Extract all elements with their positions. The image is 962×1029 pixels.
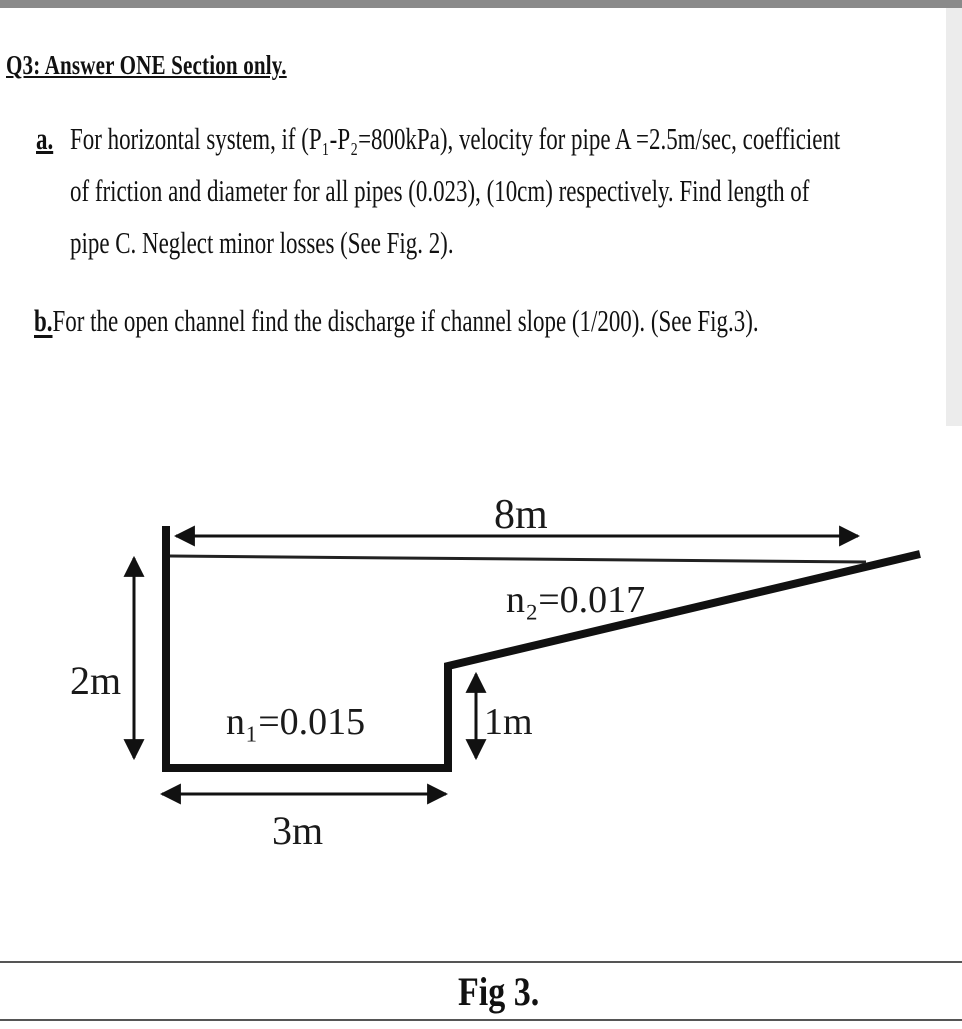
figure-caption: Fig 3. [458, 969, 540, 1014]
top-width-label: 8m [494, 492, 548, 538]
left-depth-label: 2m [70, 658, 122, 703]
caption-divider-bottom [0, 1019, 962, 1021]
window-top-bar [0, 0, 962, 8]
channel-diagram [0, 430, 962, 1024]
water-surface-line [170, 556, 866, 562]
question-title: Q3: Answer ONE Section only. [6, 50, 287, 80]
part-a-line-2: of friction and diameter for all pipes (0.023), (10cm) respectively. Find length of [70, 173, 810, 208]
page-edge-strip [946, 8, 962, 426]
n1-label: n₁=0.015 [226, 701, 366, 743]
step-height-label: 1m [484, 701, 533, 743]
part-a-line-3: pipe C. Neglect minor losses (See Fig. 2). [70, 225, 454, 260]
bottom-width-label: 3m [272, 808, 324, 853]
n2-label: n₂=0.017 [506, 579, 646, 621]
caption-divider-top [0, 961, 962, 963]
channel-figure [0, 430, 962, 1024]
part-a-line-1: For horizontal system, if (P₁-P₂=800kPa), velocity for pipe A =2.5m/sec, coefficient [70, 121, 841, 156]
part-b-text: b.For the open channel find the discharge if channel slope (1/200). (See Fig.3). [34, 303, 759, 338]
part-a-label: a. [36, 121, 54, 156]
